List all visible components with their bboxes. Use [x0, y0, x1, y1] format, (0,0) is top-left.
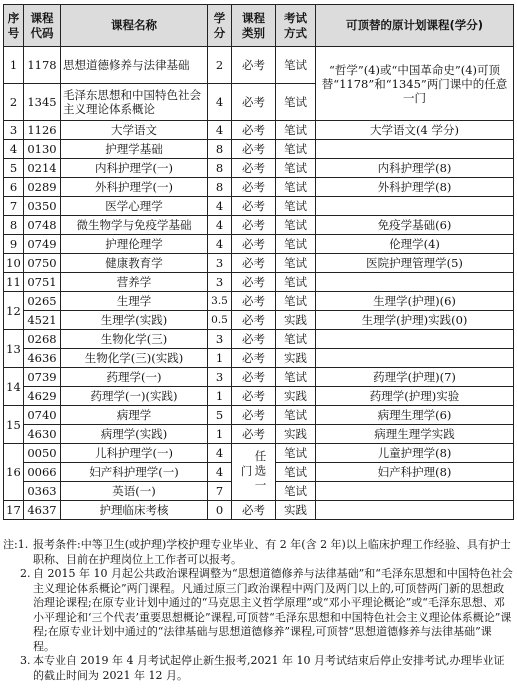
- cell-seq: 9: [4, 235, 24, 254]
- cell-seq: 14: [4, 368, 24, 406]
- cell-exam: 笔试: [276, 330, 316, 349]
- cell-seq: 13: [4, 330, 24, 368]
- cell-category: 必考: [232, 47, 276, 84]
- cell-code: 0750: [24, 254, 61, 273]
- footnote-text: 本专业自 2019 年 4 月考试起停止新生报考,2021 年 10 月考试结束后停止安排考试,办理毕业证的截止时间为 2021 年 12 月。: [33, 654, 505, 682]
- cell-code: 0066: [24, 463, 61, 482]
- cell-name: 营养学: [61, 273, 208, 292]
- table-row: [4, 235, 514, 254]
- cell-category: 必考: [232, 330, 276, 349]
- cell-category: 必考: [232, 387, 276, 406]
- cell-code: 1178: [24, 47, 61, 84]
- cell-substitute: 妇产科护理(8): [316, 463, 514, 482]
- cell-name: 毛泽东思想和中国特色社会主义理论体系概论: [61, 84, 208, 121]
- cell-exam: 笔试: [276, 254, 316, 273]
- table-row: [4, 501, 514, 520]
- cell-name: 药理学(一): [61, 368, 208, 387]
- cell-name: 病理学(实践): [61, 425, 208, 444]
- cell-substitute: [316, 482, 514, 501]
- table-row: [4, 121, 514, 140]
- header-name: 课程名称: [61, 5, 208, 47]
- cell-credit: 4: [208, 121, 232, 140]
- footnote-text: 自 2015 年 10 月起公共政治课程调整为“思想道德修养与法律基础”和“毛泽东思想和中国特色社会主义理论体系概论”两门课程。凡通过原三门政治课程中两门及两门以上的,可顶替两门新的思想政治理论课程;在原专业计划中通过的“马克思主义哲学原理”或“邓小平理论概论”或“毛泽东思想、邓小平理论和‘三个代表’重要思想概论”课程,可顶替“毛泽东思想和中国特色社会主义理论体系概论”课程;在原专业计划中通过的“法律基础与思想道德修养”课程,可顶替“思想道德修养与法律基础”课程。: [33, 567, 513, 653]
- cell-substitute: [316, 273, 514, 292]
- cell-exam: 实践: [276, 387, 316, 406]
- cell-credit: 1: [208, 425, 232, 444]
- cell-category: 必考: [232, 292, 276, 311]
- table-row: [4, 197, 514, 216]
- cell-seq: 15: [4, 406, 24, 444]
- cell-credit: 0.5: [208, 311, 232, 330]
- table-row: [4, 349, 514, 368]
- cell-exam: 笔试: [276, 444, 316, 463]
- cell-name: 病理学: [61, 406, 208, 425]
- cell-seq: 17: [4, 501, 24, 520]
- table-row: [4, 47, 514, 84]
- cell-substitute: [316, 197, 514, 216]
- cell-exam: 笔试: [276, 463, 316, 482]
- cell-substitute: [316, 501, 514, 520]
- cell-substitute: 伦理学(4): [316, 235, 514, 254]
- cell-code: 0751: [24, 273, 61, 292]
- cell-category: 必考: [232, 84, 276, 121]
- cell-credit: 4: [208, 84, 232, 121]
- cell-exam: 笔试: [276, 84, 316, 121]
- cell-credit: 5: [208, 406, 232, 425]
- cell-seq: 7: [4, 197, 24, 216]
- table-row: [4, 330, 514, 349]
- cell-code: 4637: [24, 501, 61, 520]
- cell-credit: 8: [208, 178, 232, 197]
- table-row: [4, 387, 514, 406]
- cell-name: 生理学: [61, 292, 208, 311]
- cell-name: 护理伦理学: [61, 235, 208, 254]
- cell-seq: 3: [4, 121, 24, 140]
- table-row: [4, 254, 514, 273]
- cell-name: 健康教育学: [61, 254, 208, 273]
- cell-exam: 实践: [276, 425, 316, 444]
- cell-name: 生物化学(三)(实践): [61, 349, 208, 368]
- cell-category: 必考: [232, 178, 276, 197]
- cell-exam: 笔试: [276, 273, 316, 292]
- cell-code: 0268: [24, 330, 61, 349]
- cell-substitute: [316, 349, 514, 368]
- cell-substitute: 病理生理学实践: [316, 425, 514, 444]
- cell-code: 0740: [24, 406, 61, 425]
- cell-substitute: [316, 330, 514, 349]
- cell-exam: 笔试: [276, 368, 316, 387]
- cell-credit: 4: [208, 197, 232, 216]
- cell-code: 1126: [24, 121, 61, 140]
- cell-substitute: 外科护理学(8): [316, 178, 514, 197]
- cell-exam: 笔试: [276, 140, 316, 159]
- footnote-number: 注:1.: [3, 538, 29, 551]
- table-row: [4, 444, 514, 463]
- table-row: [4, 425, 514, 444]
- table-row: [4, 273, 514, 292]
- cell-name: 思想道德修养与法律基础: [61, 47, 208, 84]
- cell-credit: 8: [208, 140, 232, 159]
- table-row: [4, 140, 514, 159]
- cell-credit: 3: [208, 254, 232, 273]
- cell-credit: 7: [208, 482, 232, 501]
- cell-category: 必考: [232, 159, 276, 178]
- cell-category: 必考: [232, 235, 276, 254]
- header-category: 课程 类别: [232, 5, 276, 47]
- table-row: [4, 292, 514, 311]
- cell-code: 4636: [24, 349, 61, 368]
- cell-substitute: 大学语文(4 学分): [316, 121, 514, 140]
- cell-name: 大学语文: [61, 121, 208, 140]
- cell-code: 0265: [24, 292, 61, 311]
- header-code: 课程 代码: [24, 5, 61, 47]
- cell-seq: 10: [4, 254, 24, 273]
- cell-category: 必考: [232, 216, 276, 235]
- cell-exam: 笔试: [276, 197, 316, 216]
- cell-code: 0289: [24, 178, 61, 197]
- cell-seq: 5: [4, 159, 24, 178]
- footnote-number: 3.: [20, 654, 31, 667]
- cell-exam: 笔试: [276, 406, 316, 425]
- cell-seq: 2: [4, 84, 24, 121]
- cell-category: 必考: [232, 425, 276, 444]
- cell-category: 必考: [232, 368, 276, 387]
- cell-name: 儿科护理学(一): [61, 444, 208, 463]
- header-seq: 序 号: [4, 5, 24, 47]
- cell-substitute: 内科护理学(8): [316, 159, 514, 178]
- cell-category: 必考: [232, 197, 276, 216]
- cell-seq: 12: [4, 292, 24, 330]
- cell-credit: 4: [208, 216, 232, 235]
- cell-category: 必考: [232, 501, 276, 520]
- table-row: [4, 406, 514, 425]
- cell-seq: 8: [4, 216, 24, 235]
- cell-code: 4630: [24, 425, 61, 444]
- cell-code: 0214: [24, 159, 61, 178]
- cell-name: 外科护理学(一): [61, 178, 208, 197]
- cell-seq: 1: [4, 47, 24, 84]
- cell-name: 生物化学(三): [61, 330, 208, 349]
- cell-category: 必考: [232, 140, 276, 159]
- footnotes: [3, 538, 513, 683]
- cell-exam: 实践: [276, 501, 316, 520]
- cell-category: 必考: [232, 406, 276, 425]
- cell-seq: 4: [4, 140, 24, 159]
- table-row: [4, 178, 514, 197]
- cell-substitute: 药理学(护理)实验: [316, 387, 514, 406]
- cell-substitute: [316, 140, 514, 159]
- cell-credit: 2: [208, 47, 232, 84]
- cell-credit: 3: [208, 330, 232, 349]
- cell-exam: 笔试: [276, 47, 316, 84]
- cell-substitute: 药理学(护理)(7): [316, 368, 514, 387]
- cell-name: 医学心理学: [61, 197, 208, 216]
- cell-name: 生理学(实践): [61, 311, 208, 330]
- cell-exam: 实践: [276, 311, 316, 330]
- cell-category-elective: [232, 444, 276, 501]
- cell-seq: 11: [4, 273, 24, 292]
- table-row: [4, 159, 514, 178]
- cell-credit: 1: [208, 349, 232, 368]
- cell-code: 4629: [24, 387, 61, 406]
- cell-exam: 笔试: [276, 482, 316, 501]
- cell-credit: 1: [208, 387, 232, 406]
- footnote-1: [3, 538, 513, 567]
- cell-code: 0739: [24, 368, 61, 387]
- cell-credit: 4: [208, 463, 232, 482]
- header-credit: 学 分: [208, 5, 232, 47]
- elective-label: 任选一门: [239, 450, 268, 494]
- cell-code: 1345: [24, 84, 61, 121]
- table-header-row: [4, 5, 514, 47]
- footnote-text: 报考条件:中等卫生(或护理)学校护理专业毕业、有 2 年(含 2 年)以上临床护理工作经验、具有护士职称、目前在护理岗位上工作者可以报考。: [33, 538, 511, 566]
- cell-exam: 实践: [276, 349, 316, 368]
- cell-code: 0050: [24, 444, 61, 463]
- cell-exam: 笔试: [276, 216, 316, 235]
- cell-substitute: 医院护理管理学(5): [316, 254, 514, 273]
- cell-name: 微生物学与免疫学基础: [61, 216, 208, 235]
- footnote-3: [3, 654, 513, 683]
- cell-code: 0748: [24, 216, 61, 235]
- cell-name: 妇产科护理学(一): [61, 463, 208, 482]
- cell-name: 英语(一): [61, 482, 208, 501]
- cell-substitute: 生理学(护理)实践(0): [316, 311, 514, 330]
- cell-exam: 笔试: [276, 178, 316, 197]
- cell-name: 护理临床考核: [61, 501, 208, 520]
- cell-exam: 笔试: [276, 235, 316, 254]
- cell-credit: 3: [208, 368, 232, 387]
- cell-seq: 16: [4, 444, 24, 501]
- cell-exam: 笔试: [276, 292, 316, 311]
- cell-credit: 4: [208, 444, 232, 463]
- footnote-2: [3, 567, 513, 654]
- cell-substitute: 儿童护理学(8): [316, 444, 514, 463]
- cell-category: 必考: [232, 311, 276, 330]
- table-row: [4, 216, 514, 235]
- cell-exam: 笔试: [276, 121, 316, 140]
- cell-credit: 3.5: [208, 292, 232, 311]
- cell-code: 0130: [24, 140, 61, 159]
- cell-credit: 0: [208, 501, 232, 520]
- header-exam: 考试 方式: [276, 5, 316, 47]
- cell-code: 0363: [24, 482, 61, 501]
- cell-category: 必考: [232, 121, 276, 140]
- cell-name: 内科护理学(一): [61, 159, 208, 178]
- footnote-number: 2.: [20, 567, 31, 580]
- cell-code: 0749: [24, 235, 61, 254]
- header-substitute: 可顶替的原计划课程(学分): [316, 5, 514, 47]
- table-row: [4, 368, 514, 387]
- cell-name: 护理学基础: [61, 140, 208, 159]
- cell-seq: 6: [4, 178, 24, 197]
- cell-code: 0350: [24, 197, 61, 216]
- cell-exam: 笔试: [276, 159, 316, 178]
- cell-credit: 8: [208, 159, 232, 178]
- course-plan-table: [3, 4, 514, 520]
- cell-substitute-merged: “哲学”(4)或“中国革命史”(4)可顶替“1178”和“1345”两门课中的任意一门: [316, 47, 514, 121]
- cell-credit: 3: [208, 273, 232, 292]
- cell-substitute: 病理生理学(6): [316, 406, 514, 425]
- cell-substitute: 生理学(护理)(6): [316, 292, 514, 311]
- table-row: [4, 311, 514, 330]
- cell-substitute: 免疫学基础(6): [316, 216, 514, 235]
- cell-name: 药理学(一)(实践): [61, 387, 208, 406]
- cell-category: 必考: [232, 349, 276, 368]
- cell-category: 必考: [232, 254, 276, 273]
- cell-category: 必考: [232, 273, 276, 292]
- cell-code: 4521: [24, 311, 61, 330]
- cell-credit: 4: [208, 235, 232, 254]
